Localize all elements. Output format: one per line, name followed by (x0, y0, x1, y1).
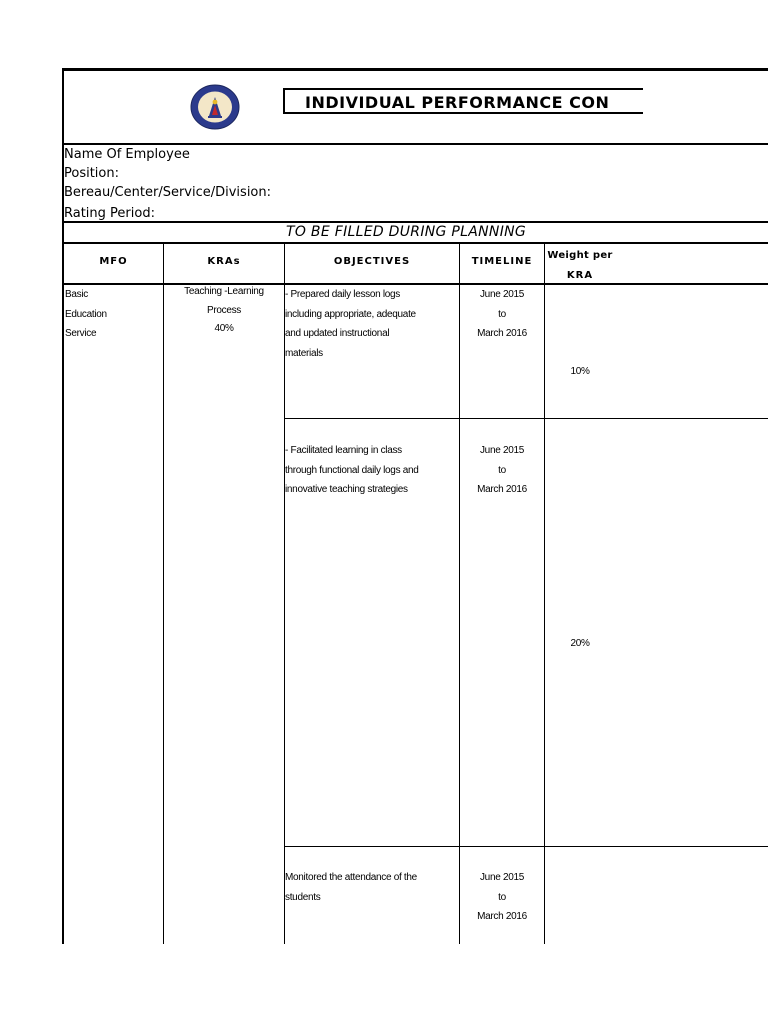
kra-line: Teaching -Learning (184, 286, 264, 297)
deped-seal-icon (188, 83, 242, 131)
weight-cell-1: 10% (570, 366, 590, 377)
office-label: Bereau/Center/Service/Division: (64, 185, 272, 200)
rating-period-label: Rating Period: (64, 206, 155, 221)
timeline-start: June 2015 (479, 872, 524, 883)
timeline-to: to (498, 308, 506, 320)
position-label: Position: (64, 166, 119, 181)
col-header-weight-line2: KRA (566, 270, 594, 281)
form-title-box (283, 88, 643, 114)
objective-cell-1 (285, 285, 459, 363)
name-of-employee-label: Name Of Employee (64, 147, 190, 162)
top-border (62, 68, 768, 71)
timeline-end: March 2016 (477, 328, 527, 339)
objective-cell-3 (285, 868, 459, 907)
info-bottom-rule (62, 221, 768, 223)
timeline-cell-1 (460, 285, 544, 344)
timeline-start: June 2015 (479, 289, 524, 300)
kra-cell (164, 283, 284, 339)
row-separator-2 (284, 846, 768, 847)
col-header-mfo: MFO (99, 256, 128, 267)
col-header-timeline: TIMELINE (471, 256, 533, 267)
timeline-end: March 2016 (477, 484, 527, 495)
timeline-cell-3 (460, 868, 544, 927)
timeline-cell-2 (460, 441, 544, 500)
objective-cell-2 (285, 441, 459, 500)
timeline-to: to (498, 891, 506, 903)
col-divider-timeline-weight (544, 242, 545, 944)
objective-line: - Prepared daily lesson logs (285, 289, 400, 300)
timeline-end: March 2016 (477, 911, 527, 922)
col-divider-mfo-kras (163, 242, 164, 944)
objective-line: and updated instructional (285, 328, 390, 339)
objective-line: - Facilitated learning in class (285, 445, 402, 456)
mfo-line: Education (65, 308, 107, 320)
kra-weight: 40% (214, 323, 234, 334)
col-header-weight-line1: Weight per (547, 250, 613, 261)
mfo-line: Basic (65, 289, 88, 300)
col-divider-objectives-timeline (459, 242, 460, 944)
band-bottom-rule (62, 242, 768, 244)
planning-band-title: TO BE FILLED DURING PLANNING (286, 224, 527, 240)
objective-line: students (285, 891, 321, 903)
row-separator-1 (284, 418, 768, 419)
objective-line: Monitored the attendance of the (285, 872, 417, 883)
header-bottom-rule (62, 143, 768, 145)
timeline-start: June 2015 (479, 445, 524, 456)
mfo-line: Service (65, 328, 97, 339)
objective-line: materials (285, 347, 323, 359)
timeline-to: to (498, 464, 506, 476)
objective-line: innovative teaching strategies (285, 484, 408, 495)
kra-line: Process (206, 304, 242, 316)
col-header-kras: KRAs (207, 256, 241, 267)
objective-line: through functional daily logs and (285, 464, 419, 476)
form-title: INDIVIDUAL PERFORMANCE CON (305, 93, 610, 112)
mfo-cell (65, 285, 107, 344)
col-header-objectives: OBJECTIVES (333, 256, 411, 267)
weight-cell-2: 20% (570, 638, 590, 649)
objective-line: including appropriate, adequate (285, 308, 416, 320)
